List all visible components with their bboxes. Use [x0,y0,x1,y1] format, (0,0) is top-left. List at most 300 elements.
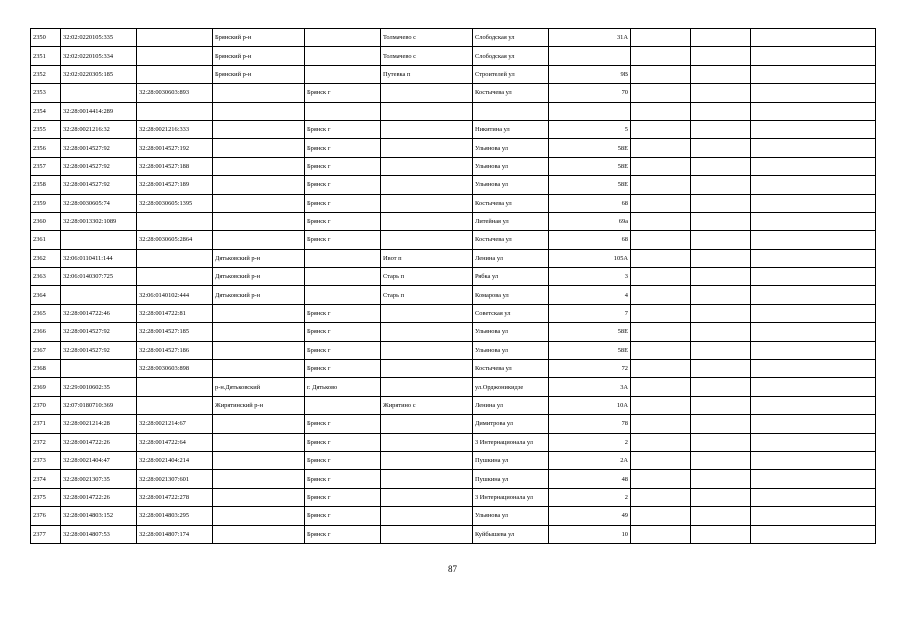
cell-row-number: 2359 [31,194,61,212]
cell-house-number: 3А [549,378,631,396]
cell-cadastral-number-2: 32:28:0030605:1395 [137,194,213,212]
cell-street: Советская ул [473,304,549,322]
cell-district [213,84,305,102]
cell-district [213,470,305,488]
cell-street: Пушкина ул [473,451,549,469]
cell-locality: Толмачево с [381,47,473,65]
cell-city: Брянск г [305,360,381,378]
cell-house-number: 3 [549,268,631,286]
cell-district: Дятьковский р-н [213,286,305,304]
cell-extra-col-2 [691,84,751,102]
cell-row-number: 2357 [31,157,61,175]
cell-extra-col-1 [631,341,691,359]
cell-extra-col-1 [631,102,691,120]
cell-row-number: 2376 [31,507,61,525]
cell-city: Брянск г [305,323,381,341]
cell-extra-col-1 [631,360,691,378]
cell-locality [381,194,473,212]
cell-cadastral-number-2: 32:28:0014807:174 [137,525,213,543]
table-row [31,525,876,543]
cell-city: Брянск г [305,304,381,322]
cell-district [213,212,305,230]
cell-row-number: 2351 [31,47,61,65]
cell-cadastral-number: 32:28:0014803:152 [61,507,137,525]
cell-cadastral-number: 32:28:0030605:74 [61,194,137,212]
cell-row-number: 2358 [31,176,61,194]
cell-cadastral-number: 32:28:0014527:92 [61,341,137,359]
cell-district [213,488,305,506]
cell-locality: Жирятино с [381,396,473,414]
cell-extra-col-2 [691,304,751,322]
cell-row-number: 2350 [31,29,61,47]
cell-district [213,304,305,322]
cell-row-number: 2377 [31,525,61,543]
cell-locality [381,102,473,120]
cell-cadastral-number-2: 32:28:0014527:188 [137,157,213,175]
cell-row-number: 2366 [31,323,61,341]
cell-locality [381,451,473,469]
table-body [31,29,876,544]
cell-house-number: 72 [549,360,631,378]
cell-district [213,157,305,175]
cell-street: Костычева ул [473,194,549,212]
cell-extra-col-1 [631,525,691,543]
cell-extra-col-3 [751,120,876,138]
cell-locality [381,120,473,138]
cell-cadastral-number [61,84,137,102]
cell-extra-col-2 [691,470,751,488]
cell-cadastral-number: 32:28:0021307:35 [61,470,137,488]
cell-street: Пушкина ул [473,470,549,488]
cell-extra-col-3 [751,488,876,506]
cell-extra-col-2 [691,525,751,543]
cell-house-number: 70 [549,84,631,102]
cell-cadastral-number-2: 32:28:0021307:601 [137,470,213,488]
cell-locality [381,341,473,359]
cell-cadastral-number [61,360,137,378]
table-row [31,323,876,341]
table-row [31,360,876,378]
cell-street: Ульянова ул [473,139,549,157]
cell-extra-col-2 [691,396,751,414]
table-row [31,396,876,414]
cell-cadastral-number: 32:28:0021404:47 [61,451,137,469]
cell-city: Брянск г [305,451,381,469]
cell-locality: Старь п [381,268,473,286]
cell-locality: Толмачево с [381,29,473,47]
cell-street: 3 Интернационала ул [473,488,549,506]
cell-locality: Старь п [381,286,473,304]
cell-locality [381,360,473,378]
table-row [31,268,876,286]
cell-cadastral-number: 32:28:0014527:92 [61,323,137,341]
cell-cadastral-number [61,231,137,249]
table-row [31,157,876,175]
cell-extra-col-1 [631,286,691,304]
cell-extra-col-2 [691,341,751,359]
cell-extra-col-1 [631,451,691,469]
cell-district [213,360,305,378]
cell-cadastral-number: 32:28:0021216:32 [61,120,137,138]
cell-locality [381,139,473,157]
cell-district [213,507,305,525]
cell-street: 3 Интернационала ул [473,433,549,451]
cell-house-number: 4 [549,286,631,304]
cell-extra-col-2 [691,120,751,138]
table-row [31,120,876,138]
cell-district [213,323,305,341]
cell-extra-col-1 [631,231,691,249]
cell-locality [381,415,473,433]
cell-row-number: 2368 [31,360,61,378]
cell-extra-col-3 [751,47,876,65]
cell-house-number: 31А [549,29,631,47]
cell-cadastral-number-2: 32:28:0014527:192 [137,139,213,157]
cell-city: Брянск г [305,433,381,451]
cell-city: Брянск г [305,507,381,525]
cell-district [213,451,305,469]
cell-extra-col-2 [691,157,751,175]
table-row [31,194,876,212]
cell-city [305,396,381,414]
cell-house-number: 78 [549,415,631,433]
cell-cadastral-number: 32:06:0140307:725 [61,268,137,286]
cell-extra-col-2 [691,102,751,120]
cell-city: Брянск г [305,525,381,543]
cell-extra-col-3 [751,212,876,230]
cell-cadastral-number: 32:28:0014527:92 [61,139,137,157]
cell-extra-col-2 [691,29,751,47]
cell-street: Костычева ул [473,360,549,378]
cell-row-number: 2353 [31,84,61,102]
cell-city [305,65,381,83]
cell-locality [381,212,473,230]
table-row [31,433,876,451]
cell-extra-col-1 [631,139,691,157]
cell-district: Брянский р-н [213,47,305,65]
cell-house-number: 5 [549,120,631,138]
cell-cadastral-number-2: 32:28:0014722:81 [137,304,213,322]
cell-extra-col-1 [631,488,691,506]
cell-cadastral-number-2 [137,47,213,65]
cell-district: р-н.Дятьковский [213,378,305,396]
cell-extra-col-1 [631,84,691,102]
cell-row-number: 2363 [31,268,61,286]
cell-extra-col-1 [631,249,691,267]
cell-extra-col-2 [691,507,751,525]
cell-row-number: 2362 [31,249,61,267]
cell-cadastral-number: 32:28:0021214:28 [61,415,137,433]
cell-extra-col-2 [691,433,751,451]
cell-city [305,47,381,65]
table-row [31,451,876,469]
cell-row-number: 2369 [31,378,61,396]
cell-cadastral-number-2: 32:28:0021404:214 [137,451,213,469]
cell-street: Никитина ул [473,120,549,138]
table-row [31,139,876,157]
cell-extra-col-1 [631,157,691,175]
cell-extra-col-3 [751,84,876,102]
table-row [31,102,876,120]
cell-house-number: 69а [549,212,631,230]
cell-extra-col-3 [751,433,876,451]
cell-street: Куйбышева ул [473,525,549,543]
cell-row-number: 2360 [31,212,61,230]
cell-house-number: 58Е [549,176,631,194]
cell-locality [381,304,473,322]
cell-street: Димитрова ул [473,415,549,433]
cell-cadastral-number: 32:02:0220105:334 [61,47,137,65]
cell-district [213,194,305,212]
cell-district [213,415,305,433]
cell-city [305,29,381,47]
cell-extra-col-2 [691,488,751,506]
table-row [31,29,876,47]
cell-extra-col-3 [751,360,876,378]
cell-extra-col-3 [751,65,876,83]
cell-cadastral-number: 32:02:0220305:185 [61,65,137,83]
cell-city: Брянск г [305,231,381,249]
cell-extra-col-2 [691,194,751,212]
cell-cadastral-number-2: 32:28:0021216:333 [137,120,213,138]
cell-district [213,341,305,359]
cell-street: Ульянова ул [473,507,549,525]
cell-extra-col-2 [691,65,751,83]
cell-house-number [549,47,631,65]
cell-cadastral-number: 32:02:0220105:335 [61,29,137,47]
cell-street: Ленина ул [473,249,549,267]
cell-cadastral-number-2: 32:28:0014803:295 [137,507,213,525]
cell-city: Брянск г [305,176,381,194]
cell-cadastral-number-2 [137,212,213,230]
cell-locality: Путевка п [381,65,473,83]
table-row [31,488,876,506]
cell-extra-col-3 [751,525,876,543]
cell-cadastral-number: 32:28:0014722:26 [61,433,137,451]
cell-row-number: 2375 [31,488,61,506]
cell-street: Ульянова ул [473,157,549,175]
cell-city: г. Дятьково [305,378,381,396]
cell-extra-col-3 [751,323,876,341]
cell-city [305,268,381,286]
cell-cadastral-number-2 [137,29,213,47]
cell-row-number: 2365 [31,304,61,322]
cell-extra-col-3 [751,470,876,488]
cell-locality [381,231,473,249]
cell-street: Комарова ул [473,286,549,304]
cell-cadastral-number-2: 32:28:0030603:898 [137,360,213,378]
cell-house-number: 2 [549,433,631,451]
table-row [31,47,876,65]
cell-extra-col-2 [691,249,751,267]
cell-house-number: 68 [549,194,631,212]
cell-district [213,102,305,120]
cell-city: Брянск г [305,415,381,433]
cell-extra-col-2 [691,176,751,194]
cell-city: Брянск г [305,84,381,102]
cell-cadastral-number-2: 32:28:0014527:185 [137,323,213,341]
cell-extra-col-1 [631,268,691,286]
cell-extra-col-2 [691,378,751,396]
cell-extra-col-3 [751,286,876,304]
cell-extra-col-1 [631,323,691,341]
table-row [31,212,876,230]
cell-extra-col-2 [691,415,751,433]
data-table [30,28,876,544]
cell-house-number: 58Е [549,157,631,175]
table-row [31,415,876,433]
cell-cadastral-number-2: 32:28:0030605:2864 [137,231,213,249]
cell-extra-col-2 [691,323,751,341]
cell-cadastral-number-2 [137,65,213,83]
cell-extra-col-1 [631,176,691,194]
cell-extra-col-2 [691,286,751,304]
cell-extra-col-1 [631,120,691,138]
cell-extra-col-3 [751,176,876,194]
cell-row-number: 2370 [31,396,61,414]
cell-cadastral-number-2 [137,378,213,396]
table-row [31,470,876,488]
cell-cadastral-number: 32:28:0013302:1089 [61,212,137,230]
table-row [31,249,876,267]
cell-district [213,139,305,157]
cell-house-number: 10А [549,396,631,414]
cell-extra-col-3 [751,29,876,47]
cell-cadastral-number: 32:28:0014527:92 [61,157,137,175]
cell-extra-col-1 [631,304,691,322]
cell-cadastral-number-2: 32:28:0014527:189 [137,176,213,194]
cell-extra-col-3 [751,378,876,396]
cell-house-number: 2 [549,488,631,506]
cell-house-number: 105А [549,249,631,267]
cell-street [473,102,549,120]
cell-street: Литейная ул [473,212,549,230]
cell-locality [381,525,473,543]
cell-city [305,102,381,120]
cell-locality [381,507,473,525]
cell-cadastral-number: 32:28:0014414:289 [61,102,137,120]
table-row [31,286,876,304]
cell-house-number: 48 [549,470,631,488]
cell-street: Слободская ул [473,29,549,47]
cell-district [213,525,305,543]
cell-cadastral-number-2: 32:28:0014527:186 [137,341,213,359]
cell-cadastral-number-2 [137,102,213,120]
table-row [31,84,876,102]
cell-extra-col-3 [751,194,876,212]
cell-district: Жирятинский р-н [213,396,305,414]
table-row [31,378,876,396]
cell-extra-col-1 [631,433,691,451]
cell-extra-col-1 [631,47,691,65]
cell-street: Ульянова ул [473,176,549,194]
cell-extra-col-2 [691,268,751,286]
cell-house-number: 2А [549,451,631,469]
cell-row-number: 2352 [31,65,61,83]
cell-extra-col-3 [751,396,876,414]
cell-district: Брянский р-н [213,29,305,47]
cell-row-number: 2356 [31,139,61,157]
cell-extra-col-2 [691,360,751,378]
cell-cadastral-number: 32:06:0110411:144 [61,249,137,267]
cell-district [213,120,305,138]
cell-extra-col-3 [751,341,876,359]
cell-house-number: 68 [549,231,631,249]
cell-cadastral-number-2: 32:28:0014722:64 [137,433,213,451]
cell-locality [381,323,473,341]
cell-extra-col-3 [751,139,876,157]
cell-cadastral-number-2: 32:28:0021214:67 [137,415,213,433]
cell-extra-col-3 [751,231,876,249]
cell-extra-col-3 [751,249,876,267]
cell-locality [381,470,473,488]
cell-street: Слободская ул [473,47,549,65]
cell-city: Брянск г [305,139,381,157]
cell-extra-col-3 [751,451,876,469]
table-row [31,176,876,194]
cell-extra-col-1 [631,29,691,47]
cell-city: Брянск г [305,488,381,506]
cell-district: Брянский р-н [213,65,305,83]
cell-locality [381,84,473,102]
cell-row-number: 2354 [31,102,61,120]
cell-house-number [549,102,631,120]
cell-street: Ульянова ул [473,323,549,341]
cell-district [213,433,305,451]
cell-city: Брянск г [305,341,381,359]
cell-city: Брянск г [305,157,381,175]
cell-extra-col-2 [691,451,751,469]
cell-district [213,176,305,194]
cell-city: Брянск г [305,470,381,488]
cell-locality [381,488,473,506]
cell-row-number: 2371 [31,415,61,433]
cell-extra-col-1 [631,470,691,488]
cell-cadastral-number: 32:28:0014807:53 [61,525,137,543]
cell-house-number: 7 [549,304,631,322]
cell-cadastral-number [61,286,137,304]
cell-district: Дятьковский р-н [213,268,305,286]
cell-cadastral-number: 32:28:0014722:46 [61,304,137,322]
cell-extra-col-1 [631,378,691,396]
cell-cadastral-number-2: 32:28:0014722:278 [137,488,213,506]
table-row [31,304,876,322]
cell-house-number: 10 [549,525,631,543]
cell-city [305,249,381,267]
cell-city: Брянск г [305,194,381,212]
cell-city [305,286,381,304]
cell-row-number: 2373 [31,451,61,469]
cell-cadastral-number: 32:28:0014527:92 [61,176,137,194]
cell-row-number: 2372 [31,433,61,451]
cell-locality [381,157,473,175]
cell-cadastral-number: 32:28:0014722:26 [61,488,137,506]
table-row [31,65,876,83]
cell-street: Костычева ул [473,84,549,102]
cell-cadastral-number: 32:29:0010602:35 [61,378,137,396]
cell-extra-col-3 [751,157,876,175]
cell-cadastral-number-2: 32:06:0140102:444 [137,286,213,304]
cell-street: Ленина ул [473,396,549,414]
cell-house-number: 49 [549,507,631,525]
cell-extra-col-2 [691,139,751,157]
cell-cadastral-number-2 [137,396,213,414]
cell-row-number: 2361 [31,231,61,249]
cell-extra-col-3 [751,102,876,120]
cell-district: Дятьковский р-н [213,249,305,267]
cell-extra-col-3 [751,507,876,525]
cell-row-number: 2355 [31,120,61,138]
